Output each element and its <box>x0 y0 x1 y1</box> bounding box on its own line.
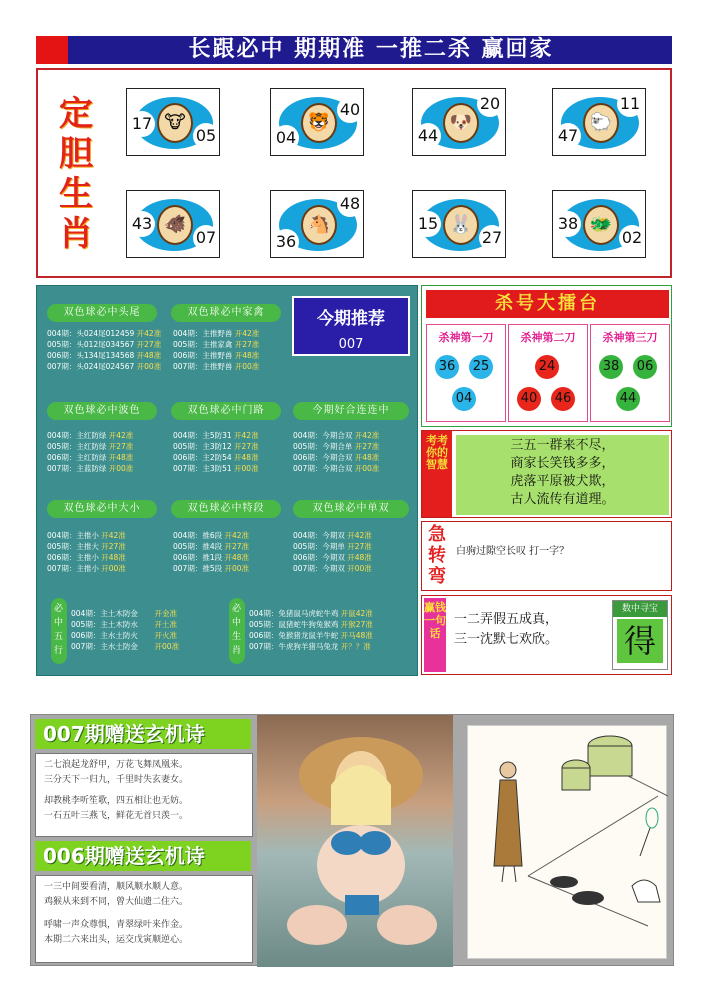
table-row: 005期：推4段 开27准 <box>173 542 250 551</box>
table-row: 004期：兔猪鼠马虎蛇牛鸡 开鼠42准 <box>249 609 373 618</box>
poem-section <box>30 714 674 966</box>
table-row: 004期：推6段 开42准 <box>173 531 250 540</box>
recommend-title: 今期推荐 <box>317 309 385 329</box>
group-rows <box>47 530 167 574</box>
table-row: 006期：今期双 开48准 <box>293 553 372 562</box>
shengxiao-rows <box>249 608 417 652</box>
ball: 04 <box>452 387 476 411</box>
wisdom-label: 考考你的智慧 <box>422 431 452 517</box>
group-rows <box>173 328 288 372</box>
table-row: 004期：主5防31 开42准 <box>173 431 259 440</box>
poem-line: 本期二六来出头，运交戊寅顺逆心。 <box>44 935 189 945</box>
group-title: 双色球必中家禽 <box>171 304 281 322</box>
table-row: 005期：今期单 开27准 <box>293 542 372 551</box>
poem-line: 却教桃李听笙歌，四五相让也无妨。 <box>44 796 189 806</box>
zodiac-number: 43 <box>129 211 155 237</box>
photo-illustration <box>257 715 453 967</box>
wisdom-box <box>421 430 672 518</box>
ball: 38 <box>599 355 623 379</box>
wuxing-rows <box>71 608 221 652</box>
tiger-icon: 🐯 <box>301 103 337 143</box>
rabbit-icon: 🐰 <box>443 205 479 245</box>
group-rows <box>47 328 167 372</box>
sketch-illustration <box>468 726 668 960</box>
table-row: 007期：主推野兽 开00准 <box>173 362 260 371</box>
table-row: 005期：今期合单 开27准 <box>293 442 380 451</box>
riddle-label: 急转弯 <box>428 524 446 587</box>
zodiac-number: 02 <box>619 225 645 251</box>
poem-line: 商家长笑钱多多， <box>510 456 615 471</box>
kill-column-3 <box>590 324 670 422</box>
arena-title: 杀号大擂台 <box>426 290 669 318</box>
ball: 24 <box>535 355 559 379</box>
table-row: 007期：主3防51 开00准 <box>173 464 259 473</box>
zodiac-card-horse <box>270 190 364 258</box>
group-title: 双色球必中波色 <box>47 402 157 420</box>
zodiac-card-dog <box>412 88 506 156</box>
poem-line: 呼啸一声众尊惧，青翠绿叶来作金。 <box>44 920 189 930</box>
zodiac-card-pig <box>126 190 220 258</box>
poem-line: 三五一群来不尽， <box>510 438 615 453</box>
zodiac-card-ox <box>126 88 220 156</box>
ball: 25 <box>469 355 493 379</box>
header-red-block <box>36 36 68 64</box>
wisdom-poem <box>456 435 669 515</box>
group-title: 双色球必中单双 <box>293 500 409 518</box>
table-row: 007期：主推小 开00准 <box>47 564 126 573</box>
horse-icon: 🐴 <box>301 205 337 245</box>
prediction-panel <box>36 285 418 676</box>
ball: 06 <box>633 355 657 379</box>
table-row: 004期：主土木防金 开金准 <box>71 609 178 618</box>
poem-line: 三分天下一归九，千里时失玄妻女。 <box>44 775 189 785</box>
poem-body-007 <box>35 753 253 837</box>
table-row: 005期：主推大 开27准 <box>47 542 126 551</box>
table-row: 004期：主推小 开42准 <box>47 531 126 540</box>
win-saying-box <box>421 595 672 675</box>
table-row: 006期：主推小 开48准 <box>47 553 126 562</box>
zodiac-card-sheep <box>552 88 646 156</box>
group-title: 双色球必中门路 <box>171 402 281 420</box>
poem-line: 鸡猴从来到不同，曾大仙遗二住六。 <box>44 897 189 907</box>
win-line: 三一沈默七欢欣。 <box>454 632 559 647</box>
table-row: 006期：主红防绿 开48准 <box>47 453 134 462</box>
ball: 44 <box>616 387 640 411</box>
kill-column-2 <box>508 324 588 422</box>
table-row: 004期：主推野兽 开42准 <box>173 329 260 338</box>
zodiac-number: 20 <box>477 91 503 117</box>
header-banner <box>36 36 672 64</box>
zodiac-number: 15 <box>415 211 441 237</box>
table-row: 007期：主蓝防绿 开00准 <box>47 464 134 473</box>
kill-column-title: 杀神第二刀 <box>520 331 576 344</box>
zodiac-number: 36 <box>273 229 299 255</box>
riddle-question: 白驹过隙空长叹 打一字？ <box>456 546 570 557</box>
zodiac-number: 38 <box>555 211 581 237</box>
poem-body-006 <box>35 875 253 963</box>
zodiac-card-rabbit <box>412 190 506 258</box>
recommend-issue: 007 <box>338 337 364 352</box>
win-text <box>454 610 558 650</box>
ball: 46 <box>551 387 575 411</box>
poem-line: 二七浪起龙舒甲，万花飞舞凤凰来。 <box>44 760 189 770</box>
kill-column-1 <box>426 324 506 422</box>
pig-icon: 🐗 <box>157 205 193 245</box>
group-rows <box>173 530 288 574</box>
table-row: 006期：兔猴猪龙鼠羊牛蛇 开马48准 <box>249 631 373 640</box>
zodiac-title: 定胆生肖 <box>59 94 93 254</box>
kill-column-title: 杀神第一刀 <box>438 331 494 344</box>
table-row: 006期：头134尾134568 开48准 <box>47 351 162 360</box>
zodiac-number: 47 <box>555 123 581 149</box>
group-rows <box>47 430 167 474</box>
table-row: 007期：头024尾024567 开00准 <box>47 362 162 371</box>
table-row: 004期：今期双 开42准 <box>293 531 372 540</box>
treasure-char: 得 <box>617 619 663 663</box>
table-row: 006期：主推野兽 开48准 <box>173 351 260 360</box>
table-row: 006期：今期合双 开48准 <box>293 453 380 462</box>
poem-line: 虎落平原被犬欺， <box>510 474 615 489</box>
table-row: 007期：牛虎狗羊猪马兔龙 开？？准 <box>249 642 371 651</box>
table-row: 007期：主水土防金 开00准 <box>71 642 180 651</box>
zodiac-section <box>36 68 672 278</box>
table-row: 006期：推1段 开48准 <box>173 553 250 562</box>
header-title: 长跟必中 期期准 一推二杀 赢回家 <box>188 37 554 62</box>
poem-line: 古人流传有道理。 <box>510 492 615 507</box>
sheep-icon: 🐑 <box>583 103 619 143</box>
poem-title-006: 006期赠送玄机诗 <box>35 841 251 871</box>
group-rows <box>173 430 288 474</box>
table-row: 004期：今期合双 开42准 <box>293 431 380 440</box>
zodiac-number: 11 <box>617 91 643 117</box>
table-row: 004期：主红防绿 开42准 <box>47 431 134 440</box>
win-line: 一二弄假五成真， <box>454 612 559 627</box>
wuxing-label: 必中五行 <box>51 598 67 664</box>
table-row: 005期：鼠猪蛇牛狗兔猴鸡 开猴27准 <box>249 620 373 629</box>
kill-number-arena <box>421 285 672 427</box>
table-row: 006期：主水土防火 开火准 <box>71 631 178 640</box>
photo-image <box>257 715 453 967</box>
group-title: 双色球必中特段 <box>171 500 281 518</box>
riddle-sketch-image <box>467 725 667 959</box>
kill-column-title: 杀神第三刀 <box>602 331 658 344</box>
poem-line: 一三中间要看清，顺风顺水顺人意。 <box>44 882 189 892</box>
shengxiao-label: 必中生肖 <box>229 598 245 664</box>
treasure-title: 数中寻宝 <box>613 601 667 617</box>
table-row: 006期：主2防54 开48准 <box>173 453 259 462</box>
group-title: 双色球必中大小 <box>47 500 157 518</box>
table-row: 007期：推5段 开00准 <box>173 564 250 573</box>
treasure-box <box>612 600 668 670</box>
zodiac-number: 44 <box>415 123 441 149</box>
group-rows <box>293 530 413 574</box>
dragon-icon: 🐲 <box>583 205 619 245</box>
recommend-box <box>292 296 410 356</box>
table-row: 005期：主3防12 开27准 <box>173 442 259 451</box>
group-title: 双色球必中头尾 <box>47 304 157 322</box>
zodiac-number: 07 <box>193 225 219 251</box>
table-row: 007期：今期合双 开00准 <box>293 464 380 473</box>
zodiac-number: 05 <box>193 123 219 149</box>
zodiac-card-dragon <box>552 190 646 258</box>
zodiac-number: 48 <box>337 191 363 217</box>
table-row: 005期：主土木防水 开土准 <box>71 620 178 629</box>
ball: 40 <box>517 387 541 411</box>
zodiac-number: 04 <box>273 125 299 151</box>
ball: 36 <box>435 355 459 379</box>
zodiac-card-tiger <box>270 88 364 156</box>
table-row: 004期：头024尾012459 开42准 <box>47 329 162 338</box>
group-title: 今期好合连连中 <box>293 402 409 420</box>
zodiac-number: 40 <box>337 97 363 123</box>
table-row: 005期：主推家禽 开27准 <box>173 340 260 349</box>
table-row: 005期：主红防绿 开27准 <box>47 442 134 451</box>
dog-icon: 🐶 <box>443 103 479 143</box>
group-rows <box>293 430 413 474</box>
zodiac-number: 17 <box>129 111 155 137</box>
win-label: 赢钱一句话 <box>424 598 446 672</box>
poem-title-007: 007期赠送玄机诗 <box>35 719 251 749</box>
table-row: 005期：头012尾034567 开27准 <box>47 340 162 349</box>
riddle-box <box>421 521 672 591</box>
table-row: 007期：今期双 开00准 <box>293 564 372 573</box>
poem-line: 一石五叶三燕飞，鲜花无首只羡一。 <box>44 811 189 821</box>
ox-icon: 🐮 <box>157 103 193 143</box>
zodiac-number: 27 <box>479 225 505 251</box>
